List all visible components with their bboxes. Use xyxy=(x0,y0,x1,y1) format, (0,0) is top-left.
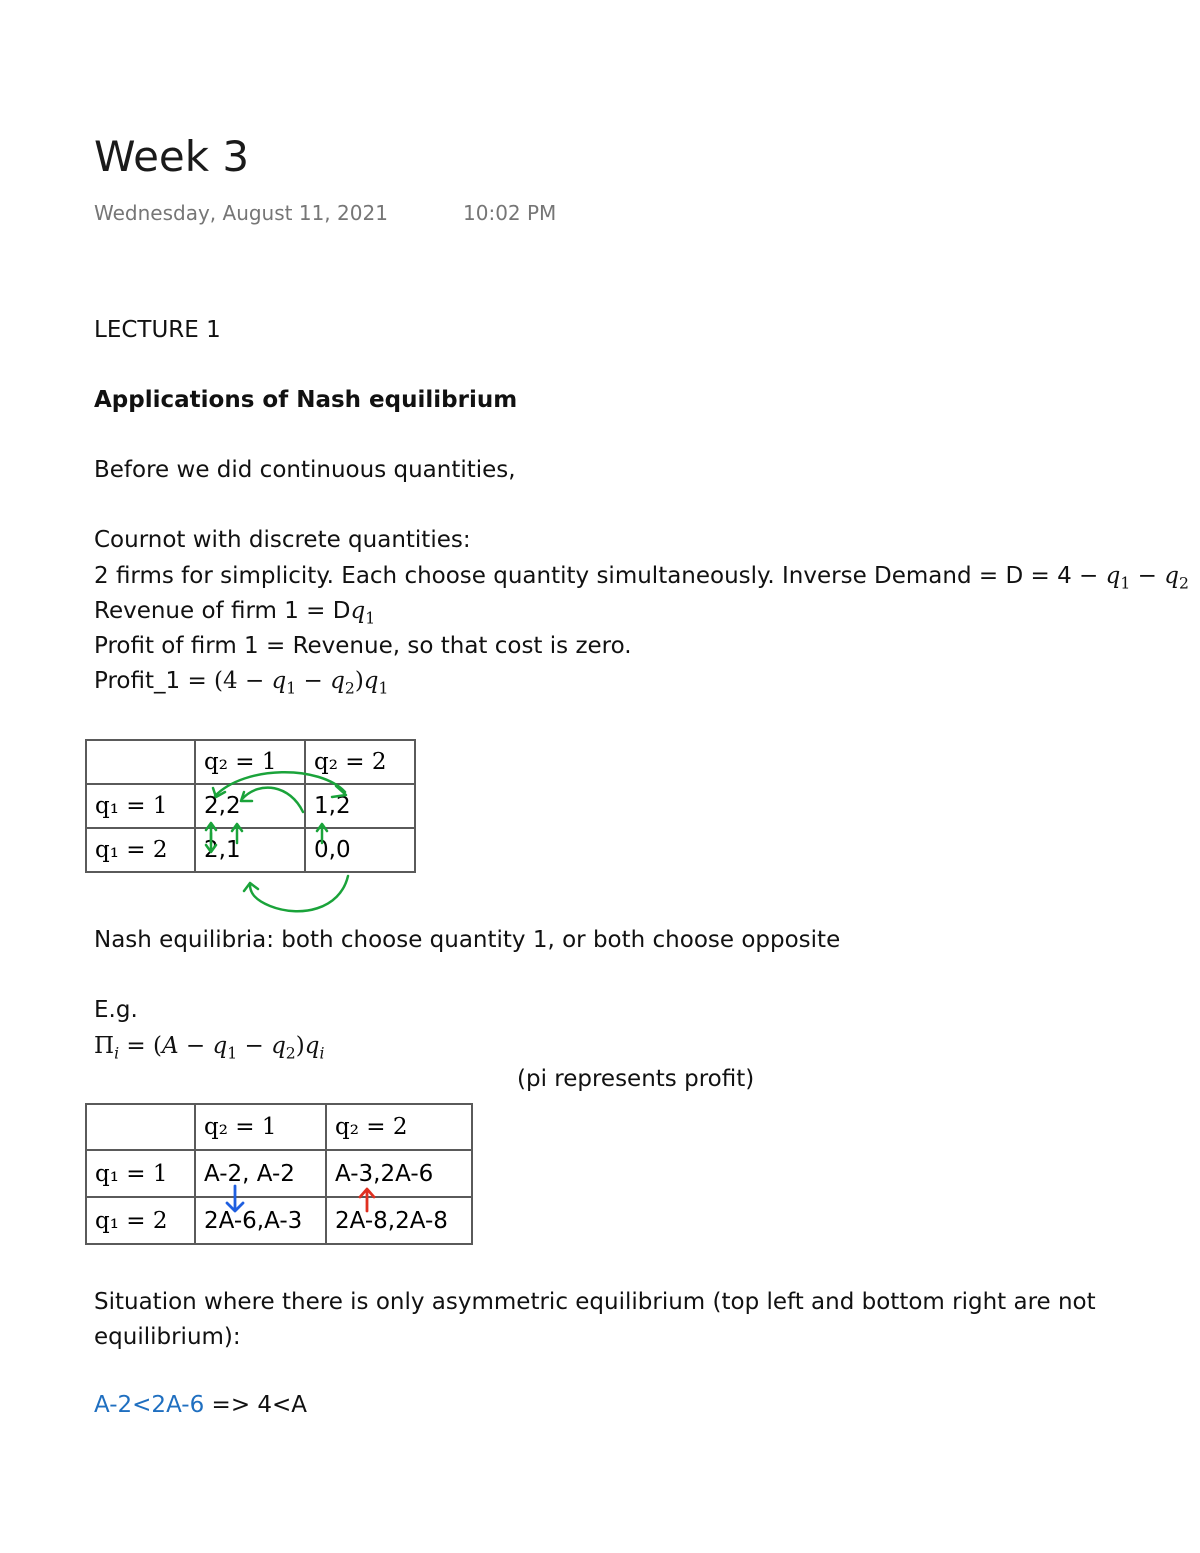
section-heading: Applications of Nash equilibrium xyxy=(94,387,518,413)
table-corner-cell xyxy=(86,740,195,784)
table-cell: 2A-8,2A-8 xyxy=(326,1197,472,1244)
firms-line-text: 2 firms for simplicity. Each choose quantity simultaneously. Inverse Demand = D = 4 xyxy=(94,563,1072,589)
situation-line-1: Situation where there is only asymmetric equilibrium (top left and bottom right are not xyxy=(94,1289,1096,1315)
page-time: 10:02 PM xyxy=(463,201,557,225)
table-row-header: q₁ = 2 xyxy=(86,1197,195,1244)
table-cell: 1,2 xyxy=(305,784,415,828)
table-row-header: q₁ = 1 xyxy=(86,784,195,828)
page-title: Week 3 xyxy=(94,132,250,181)
nash-line: Nash equilibria: both choose quantity 1, or both choose opposite xyxy=(94,927,841,953)
inequality-line xyxy=(94,1392,307,1418)
table-row xyxy=(86,1104,472,1150)
green-arrowhead xyxy=(244,883,258,891)
table-row xyxy=(86,1197,472,1244)
payoff-table-2 xyxy=(85,1103,473,1245)
revenue-line xyxy=(94,598,376,628)
eg-label: E.g. xyxy=(94,997,138,1023)
table-corner-cell xyxy=(86,1104,195,1150)
table-row-header: q₁ = 1 xyxy=(86,1150,195,1197)
firms-line xyxy=(94,563,1189,593)
profit1-line xyxy=(94,668,389,698)
table-cell: 0,0 xyxy=(305,828,415,872)
payoff-table-1 xyxy=(85,739,416,873)
revenue-formula: $q_1$ xyxy=(350,598,376,628)
demand-formula: − $q_1 - q_2$ xyxy=(1071,563,1189,593)
profit-line: Profit of firm 1 = Revenue, so that cost is zero. xyxy=(94,633,632,659)
intro-line: Before we did continuous quantities, xyxy=(94,457,516,483)
page-date: Wednesday, August 11, 2021 xyxy=(94,201,388,225)
table-header-cell: q₂ = 2 xyxy=(326,1104,472,1150)
table-cell: 2A-6,A-3 xyxy=(195,1197,326,1244)
table-header-cell: q₂ = 1 xyxy=(195,740,305,784)
table-header-cell: q₂ = 1 xyxy=(195,1104,326,1150)
inequality-lhs: A-2<2A-6 xyxy=(94,1392,205,1418)
table-cell: 2,2 xyxy=(195,784,305,828)
table-row xyxy=(86,1150,472,1197)
revenue-line-text: Revenue of firm 1 = D xyxy=(94,598,351,624)
green-arrow-curve xyxy=(250,876,348,911)
table-row xyxy=(86,784,415,828)
cournot-heading: Cournot with discrete quantities: xyxy=(94,527,471,553)
table-row-header: q₁ = 2 xyxy=(86,828,195,872)
lecture-label: LECTURE 1 xyxy=(94,317,221,343)
situation-line-2: equilibrium): xyxy=(94,1324,241,1350)
profit1-formula: $(4 - q_1 - q_2)q_1$ xyxy=(214,668,389,698)
table-cell: A-3,2A-6 xyxy=(326,1150,472,1197)
table-row xyxy=(86,828,415,872)
pi-note: (pi represents profit) xyxy=(517,1066,755,1092)
table-cell: A-2, A-2 xyxy=(195,1150,326,1197)
pi-formula: $\Pi_i = (A - q_1 - q_2)q_i$ xyxy=(94,1033,325,1063)
table-cell: 2,1 xyxy=(195,828,305,872)
table-header-cell: q₂ = 2 xyxy=(305,740,415,784)
inequality-rhs: => 4<A xyxy=(204,1392,308,1418)
table-row xyxy=(86,740,415,784)
profit1-label: Profit_1 = xyxy=(94,668,215,694)
